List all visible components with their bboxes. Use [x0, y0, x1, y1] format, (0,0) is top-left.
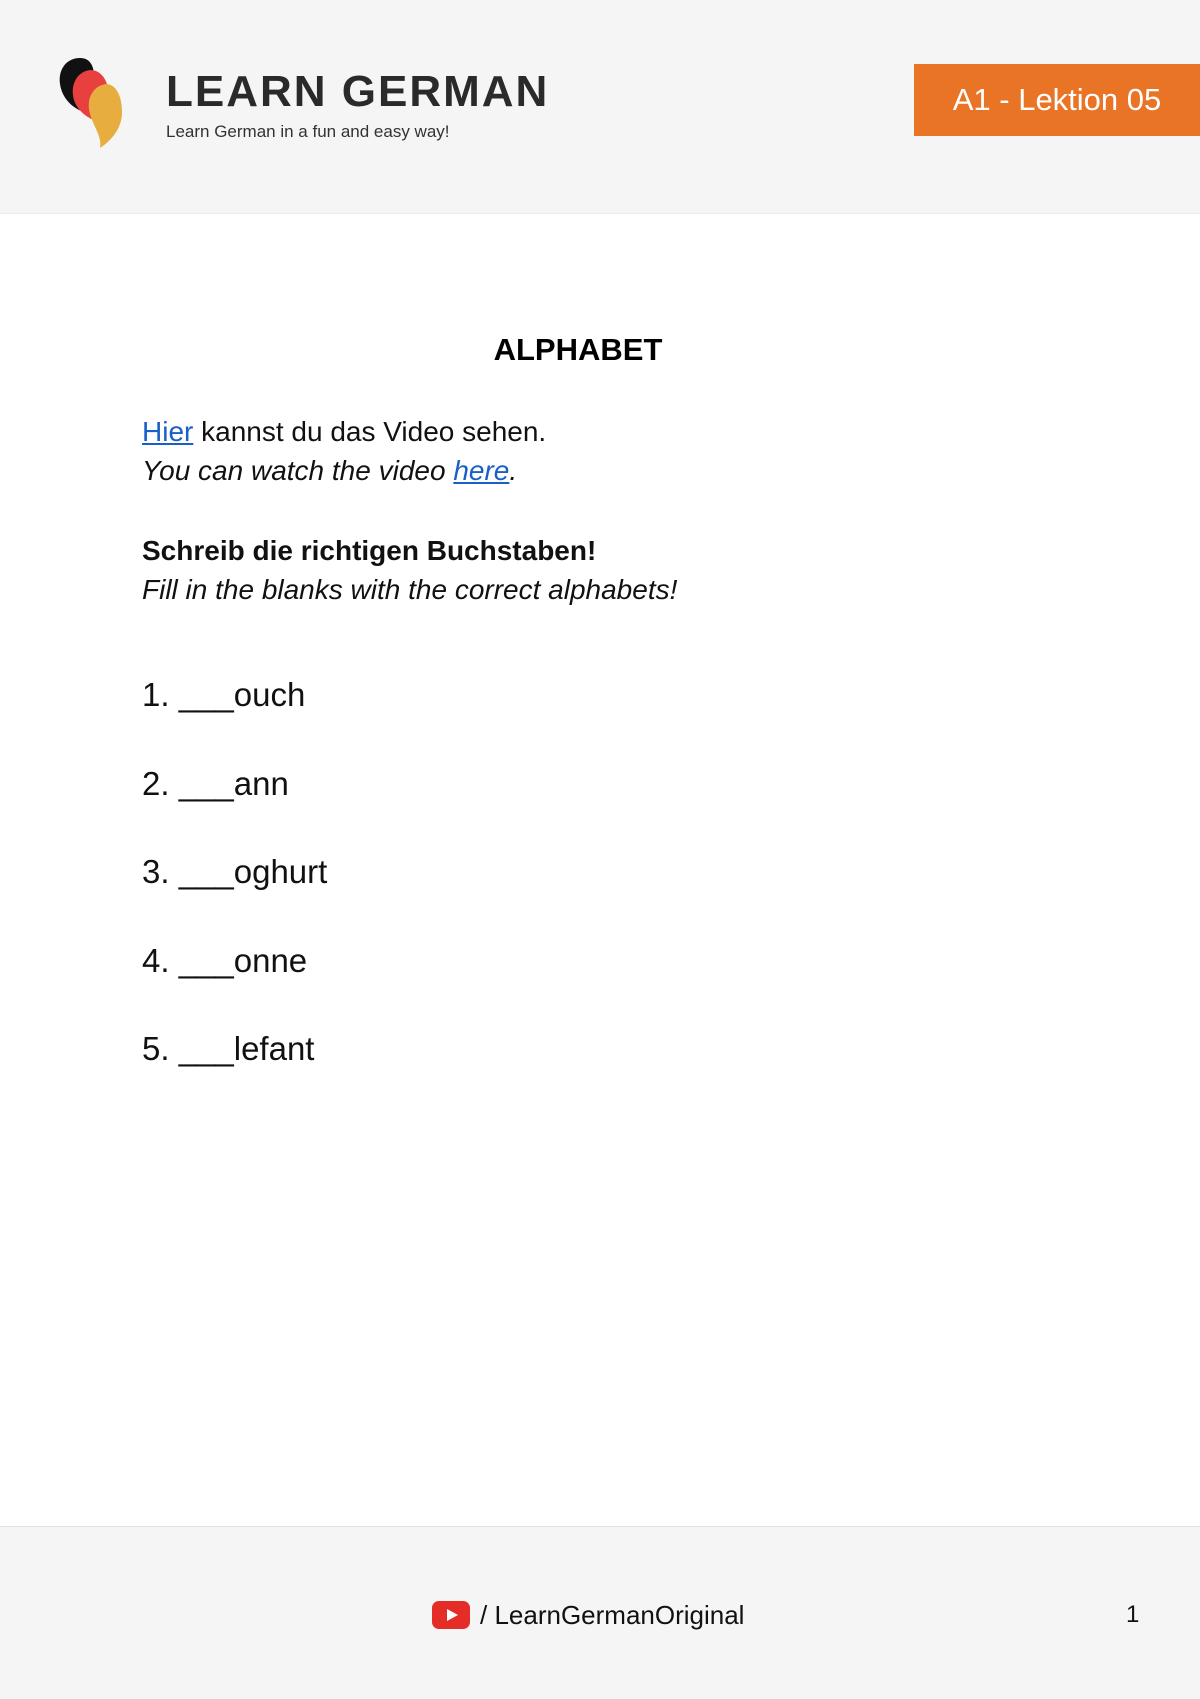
- instruction-english: Fill in the blanks with the correct alphabets!: [142, 574, 678, 605]
- exercise-item: 4. ___onne: [142, 941, 308, 979]
- video-text-suffix: .: [509, 455, 518, 486]
- instruction-german: Schreib die richtigen Buchstaben!: [142, 535, 597, 566]
- worksheet-title: ALPHABET: [493, 332, 663, 367]
- video-line-english: [142, 453, 517, 489]
- page-number: 1: [1126, 1601, 1140, 1628]
- exercise-item: 5. ___lefant: [142, 1030, 315, 1067]
- exercise-item: 3. ___oghurt: [142, 853, 328, 890]
- logo-icon: [56, 56, 128, 148]
- exercise-item: 2. ___ann: [142, 764, 289, 802]
- page-header: [0, 0, 1200, 214]
- youtube-channel-link[interactable]: [432, 1597, 744, 1633]
- page-footer: [0, 1526, 1200, 1699]
- exercise-item: 1. ___ouch: [142, 676, 306, 713]
- video-text-english: You can watch the video: [142, 455, 454, 486]
- youtube-channel-name: / LearnGermanOriginal: [480, 1599, 745, 1630]
- video-link-hier[interactable]: Hier: [142, 416, 194, 447]
- video-line-german: [142, 414, 546, 450]
- video-link-here[interactable]: here: [453, 455, 510, 486]
- exercise-list: [142, 672, 327, 1115]
- youtube-icon: [432, 1601, 470, 1629]
- lesson-badge: A1 - Lektion 05: [914, 64, 1200, 136]
- brand-tagline: Learn German in a fun and easy way!: [166, 122, 450, 141]
- brand-title: LEARN GERMAN: [166, 67, 550, 116]
- video-text-german: kannst du das Video sehen.: [193, 416, 547, 447]
